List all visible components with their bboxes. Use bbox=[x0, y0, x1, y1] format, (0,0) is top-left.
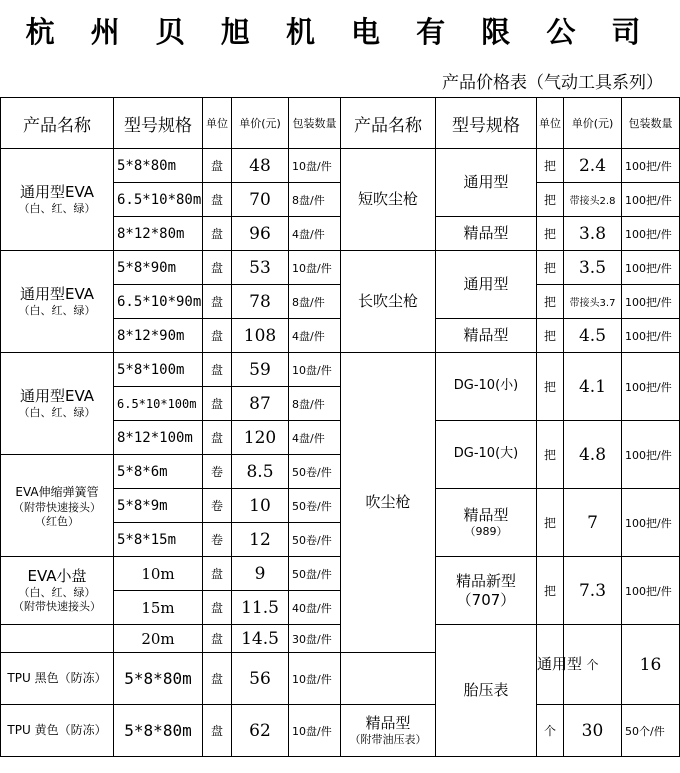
unit-cell: 盘 bbox=[203, 251, 232, 285]
header-unit: 单位 bbox=[203, 98, 232, 149]
price-cell: 4.1 bbox=[564, 353, 622, 421]
pack-cell: 100把/件 bbox=[622, 183, 680, 217]
unit-cell: 盘 bbox=[203, 183, 232, 217]
unit-cell: 个 bbox=[564, 625, 622, 705]
empty-cell bbox=[1, 625, 114, 653]
pack-cell: 4盘/件 bbox=[289, 217, 341, 251]
product-note: （附带快速接头） bbox=[13, 599, 101, 613]
model-cell: 5*8*80m bbox=[114, 705, 203, 757]
model-cell bbox=[341, 705, 436, 757]
unit-cell: 把 bbox=[537, 353, 564, 421]
model-cell: 6.5*10*90m bbox=[114, 285, 203, 319]
price-list-subtitle: 产品价格表（气动工具系列） bbox=[442, 73, 663, 93]
company-name: 杭 州 贝 旭 机 电 有 限 公 司 bbox=[25, 15, 654, 49]
model-cell: 6.5*10*100m bbox=[114, 387, 203, 421]
table-row bbox=[1, 705, 680, 757]
model-cell: 5*8*100m bbox=[114, 353, 203, 387]
model-cell: 通用型 bbox=[436, 251, 537, 319]
pack-cell: 100把/件 bbox=[622, 149, 680, 183]
model-cell: 5*8*80m bbox=[114, 149, 203, 183]
header-name: 产品名称 bbox=[1, 98, 114, 149]
unit-cell: 盘 bbox=[203, 705, 232, 757]
price-cell: 8.5 bbox=[232, 455, 289, 489]
unit-cell: 盘 bbox=[203, 557, 232, 591]
model-cell: 6.5*10*80m bbox=[114, 183, 203, 217]
price-cell: 56 bbox=[232, 653, 289, 705]
product-name-cell bbox=[1, 455, 114, 557]
model-cell: 20m bbox=[114, 625, 203, 653]
price-cell: 70 bbox=[232, 183, 289, 217]
unit-cell: 把 bbox=[537, 489, 564, 557]
header-pack-2: 包装数量 bbox=[622, 98, 680, 149]
price-cell: 120 bbox=[232, 421, 289, 455]
unit-cell: 把 bbox=[537, 251, 564, 285]
product-name: EVA伸缩弹簧管 bbox=[15, 485, 99, 500]
unit-cell: 卷 bbox=[203, 489, 232, 523]
model-cell: 精品型 bbox=[436, 319, 537, 353]
pack-cell: 50卷/件 bbox=[289, 489, 341, 523]
product-name-cell: 胎压表 bbox=[436, 625, 537, 757]
price-cell: 16 bbox=[622, 625, 680, 705]
header-model-2: 型号规格 bbox=[436, 98, 537, 149]
pack-cell: 4盘/件 bbox=[289, 319, 341, 353]
unit-cell: 盘 bbox=[203, 653, 232, 705]
model-cell: DG-10(小) bbox=[436, 353, 537, 421]
pack-cell: 10盘/件 bbox=[289, 149, 341, 183]
pack-cell: 10盘/件 bbox=[289, 653, 341, 705]
product-name-cell: 长吹尘枪 bbox=[341, 251, 436, 353]
unit-cell: 把 bbox=[537, 183, 564, 217]
unit-cell: 把 bbox=[537, 557, 564, 625]
product-name-cell: 吹尘枪 bbox=[341, 353, 436, 653]
price-cell: 4.5 bbox=[564, 319, 622, 353]
product-name-cell: TPU 黑色（防冻） bbox=[1, 653, 114, 705]
pack-cell: 10盘/件 bbox=[289, 705, 341, 757]
header-model: 型号规格 bbox=[114, 98, 203, 149]
pack-cell: 100把/件 bbox=[622, 217, 680, 251]
price-cell: 78 bbox=[232, 285, 289, 319]
unit-cell: 盘 bbox=[203, 591, 232, 625]
pack-cell: 30盘/件 bbox=[289, 625, 341, 653]
unit-cell: 卷 bbox=[203, 455, 232, 489]
table-row bbox=[1, 353, 680, 387]
product-name-cell bbox=[1, 557, 114, 625]
model-cell: 5*8*90m bbox=[114, 251, 203, 285]
product-name-cell bbox=[1, 353, 114, 455]
model-note: （989） bbox=[464, 525, 508, 538]
model-cell: DG-10(大) bbox=[436, 421, 537, 489]
pack-cell: 50盘/件 bbox=[289, 557, 341, 591]
price-table bbox=[0, 97, 680, 757]
model-cell: 精品型 bbox=[436, 217, 537, 251]
product-note: （白、红、绿） bbox=[18, 406, 96, 419]
product-note: （附带快速接头） bbox=[13, 501, 101, 515]
product-name: 通用型EVA bbox=[19, 285, 95, 304]
unit-cell: 盘 bbox=[203, 149, 232, 183]
model-cell: 8*12*90m bbox=[114, 319, 203, 353]
unit-cell: 盘 bbox=[203, 625, 232, 653]
price-cell: 9 bbox=[232, 557, 289, 591]
price-cell: 3.5 bbox=[564, 251, 622, 285]
model-cell: 8*12*100m bbox=[114, 421, 203, 455]
pack-cell: 10盘/件 bbox=[289, 353, 341, 387]
pack-cell: 8盘/件 bbox=[289, 285, 341, 319]
unit-cell: 盘 bbox=[203, 353, 232, 387]
unit-cell: 把 bbox=[537, 319, 564, 353]
model-cell: 通用型 bbox=[537, 625, 564, 705]
unit-cell: 个 bbox=[537, 705, 564, 757]
unit-cell: 卷 bbox=[203, 523, 232, 557]
product-name: EVA小盘 bbox=[27, 567, 87, 586]
header-name-2: 产品名称 bbox=[341, 98, 436, 149]
pack-cell: 10盘/件 bbox=[289, 251, 341, 285]
table-row bbox=[1, 251, 680, 285]
product-name: 通用型EVA bbox=[19, 387, 95, 406]
price-cell: 3.8 bbox=[564, 217, 622, 251]
model-name: 精品新型 bbox=[455, 571, 516, 590]
model-note: （707） bbox=[456, 590, 516, 609]
pack-cell: 100把/件 bbox=[622, 421, 680, 489]
model-name: 精品型 bbox=[463, 506, 509, 525]
price-cell: 14.5 bbox=[232, 625, 289, 653]
model-cell: 5*8*80m bbox=[114, 653, 203, 705]
header-row bbox=[1, 98, 680, 149]
model-cell: 5*8*15m bbox=[114, 523, 203, 557]
pack-cell: 100把/件 bbox=[622, 251, 680, 285]
header-pack: 包装数量 bbox=[289, 98, 341, 149]
price-cell: 7.3 bbox=[564, 557, 622, 625]
product-name-cell bbox=[1, 149, 114, 251]
model-name: 精品型 bbox=[365, 714, 411, 733]
pack-cell: 100把/件 bbox=[622, 353, 680, 421]
unit-cell: 盘 bbox=[203, 285, 232, 319]
product-note: （红色） bbox=[35, 514, 79, 528]
pack-cell: 100把/件 bbox=[622, 319, 680, 353]
unit-cell: 盘 bbox=[203, 319, 232, 353]
price-cell: 48 bbox=[232, 149, 289, 183]
unit-cell: 把 bbox=[537, 421, 564, 489]
pack-cell: 100把/件 bbox=[622, 285, 680, 319]
model-cell: 15m bbox=[114, 591, 203, 625]
price-cell: 7 bbox=[564, 489, 622, 557]
header-unit-2: 单位 bbox=[537, 98, 564, 149]
product-note: （白、红、绿） bbox=[18, 586, 96, 600]
product-name-cell bbox=[1, 251, 114, 353]
model-cell: 5*8*9m bbox=[114, 489, 203, 523]
price-cell: 59 bbox=[232, 353, 289, 387]
pack-cell: 50个/件 bbox=[622, 705, 680, 757]
price-cell: 62 bbox=[232, 705, 289, 757]
pack-cell: 100把/件 bbox=[622, 557, 680, 625]
product-name-cell: 短吹尘枪 bbox=[341, 149, 436, 251]
table-row bbox=[1, 149, 680, 183]
unit-cell: 盘 bbox=[203, 387, 232, 421]
header-price: 单价(元) bbox=[232, 98, 289, 149]
unit-cell: 把 bbox=[537, 285, 564, 319]
product-note: （白、红、绿） bbox=[18, 304, 96, 317]
model-cell: 通用型 bbox=[436, 149, 537, 217]
model-cell: 10m bbox=[114, 557, 203, 591]
price-cell: 11.5 bbox=[232, 591, 289, 625]
unit-cell: 盘 bbox=[203, 217, 232, 251]
model-cell bbox=[436, 489, 537, 557]
price-cell: 87 bbox=[232, 387, 289, 421]
pack-cell: 8盘/件 bbox=[289, 387, 341, 421]
price-cell: 带接头2.8 bbox=[564, 183, 622, 217]
price-cell: 30 bbox=[564, 705, 622, 757]
model-cell bbox=[436, 557, 537, 625]
pack-cell: 100把/件 bbox=[622, 489, 680, 557]
pack-cell: 8盘/件 bbox=[289, 183, 341, 217]
product-name: 通用型EVA bbox=[19, 183, 95, 202]
model-cell: 8*12*80m bbox=[114, 217, 203, 251]
price-cell: 12 bbox=[232, 523, 289, 557]
price-cell: 4.8 bbox=[564, 421, 622, 489]
unit-cell: 把 bbox=[537, 217, 564, 251]
table-row bbox=[1, 625, 680, 653]
pack-cell: 50卷/件 bbox=[289, 455, 341, 489]
product-name-cell: TPU 黄色（防冻） bbox=[1, 705, 114, 757]
price-cell: 53 bbox=[232, 251, 289, 285]
model-cell: 5*8*6m bbox=[114, 455, 203, 489]
table-row bbox=[1, 557, 680, 591]
price-cell: 2.4 bbox=[564, 149, 622, 183]
pack-cell: 50卷/件 bbox=[289, 523, 341, 557]
header-price-2: 单价(元) bbox=[564, 98, 622, 149]
price-cell: 108 bbox=[232, 319, 289, 353]
price-cell: 带接头3.7 bbox=[564, 285, 622, 319]
price-cell: 10 bbox=[232, 489, 289, 523]
product-note: （白、红、绿） bbox=[18, 202, 96, 215]
unit-cell: 盘 bbox=[203, 421, 232, 455]
pack-cell: 40盘/件 bbox=[289, 591, 341, 625]
price-cell: 96 bbox=[232, 217, 289, 251]
model-note: （附带油压表） bbox=[349, 733, 427, 746]
unit-cell: 把 bbox=[537, 149, 564, 183]
pack-cell: 4盘/件 bbox=[289, 421, 341, 455]
